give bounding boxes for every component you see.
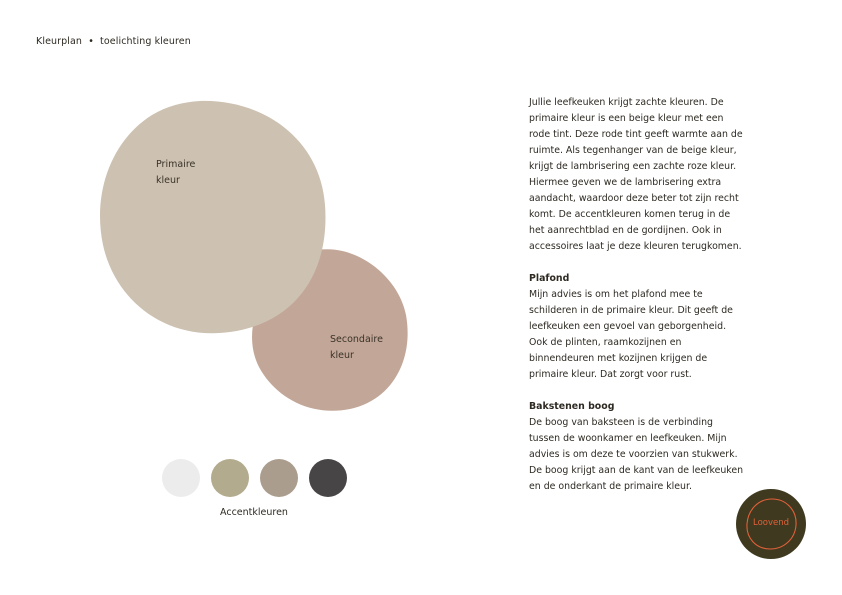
section-heading-plafond: Plafond — [529, 273, 570, 284]
section-body-bakstenen-boog: De boog van baksteen is de verbinding tussen de woonkamer en leefkeuken. Mijn advies is om deze te voorzien van stukwerk. De boog krijgt aan de kant van de leefkeuken en de onderkant de primaire kleur. — [529, 417, 744, 492]
logo-text: Loovend — [752, 518, 790, 528]
primary-color-label: Primaire kleur — [156, 159, 196, 186]
logo-badge — [736, 489, 806, 559]
accent-swatch-2 — [211, 459, 249, 497]
accent-swatch-1 — [162, 459, 200, 497]
page-subtitle: toelichting kleuren — [100, 36, 191, 47]
accent-swatch-3 — [260, 459, 298, 497]
intro-paragraph: Jullie leefkeuken krijgt zachte kleuren. De primaire kleur is een beige kleur met een rode tint. Deze rode tint geeft warmte aan de ruimte. Als tegenhanger van de beige kleur, krijgt de lambrisering een zachte roze kleur. Hiermee geven we de lambrisering extra aandacht, waardoor deze beter tot zijn recht komt. De accentkleuren komen terug in de het aanrechtblad en de gordijnen. Ook in accessoires laat je deze kleuren terugkomen. — [529, 97, 743, 252]
header-separator: • — [88, 36, 94, 47]
explanation-text — [529, 95, 747, 495]
section-body-plafond: Mijn advies is om het plafond mee te schilderen in de primaire kleur. Dit geeft de leefkeuken een gevoel van geborgenheid. Ook de plinten, raamkozijnen en binnendeuren met kozijnen krijgen de primaire kleur. Dat zorgt voor rust. — [529, 289, 733, 380]
secondary-color-label: Secondaire kleur — [330, 334, 383, 361]
page-title: Kleurplan — [36, 36, 83, 47]
section-heading-bakstenen-boog: Bakstenen boog — [529, 401, 615, 412]
primary-color-blob — [100, 101, 325, 333]
accent-swatch-4 — [309, 459, 347, 497]
accent-colors-caption: Accentkleuren — [220, 507, 288, 518]
